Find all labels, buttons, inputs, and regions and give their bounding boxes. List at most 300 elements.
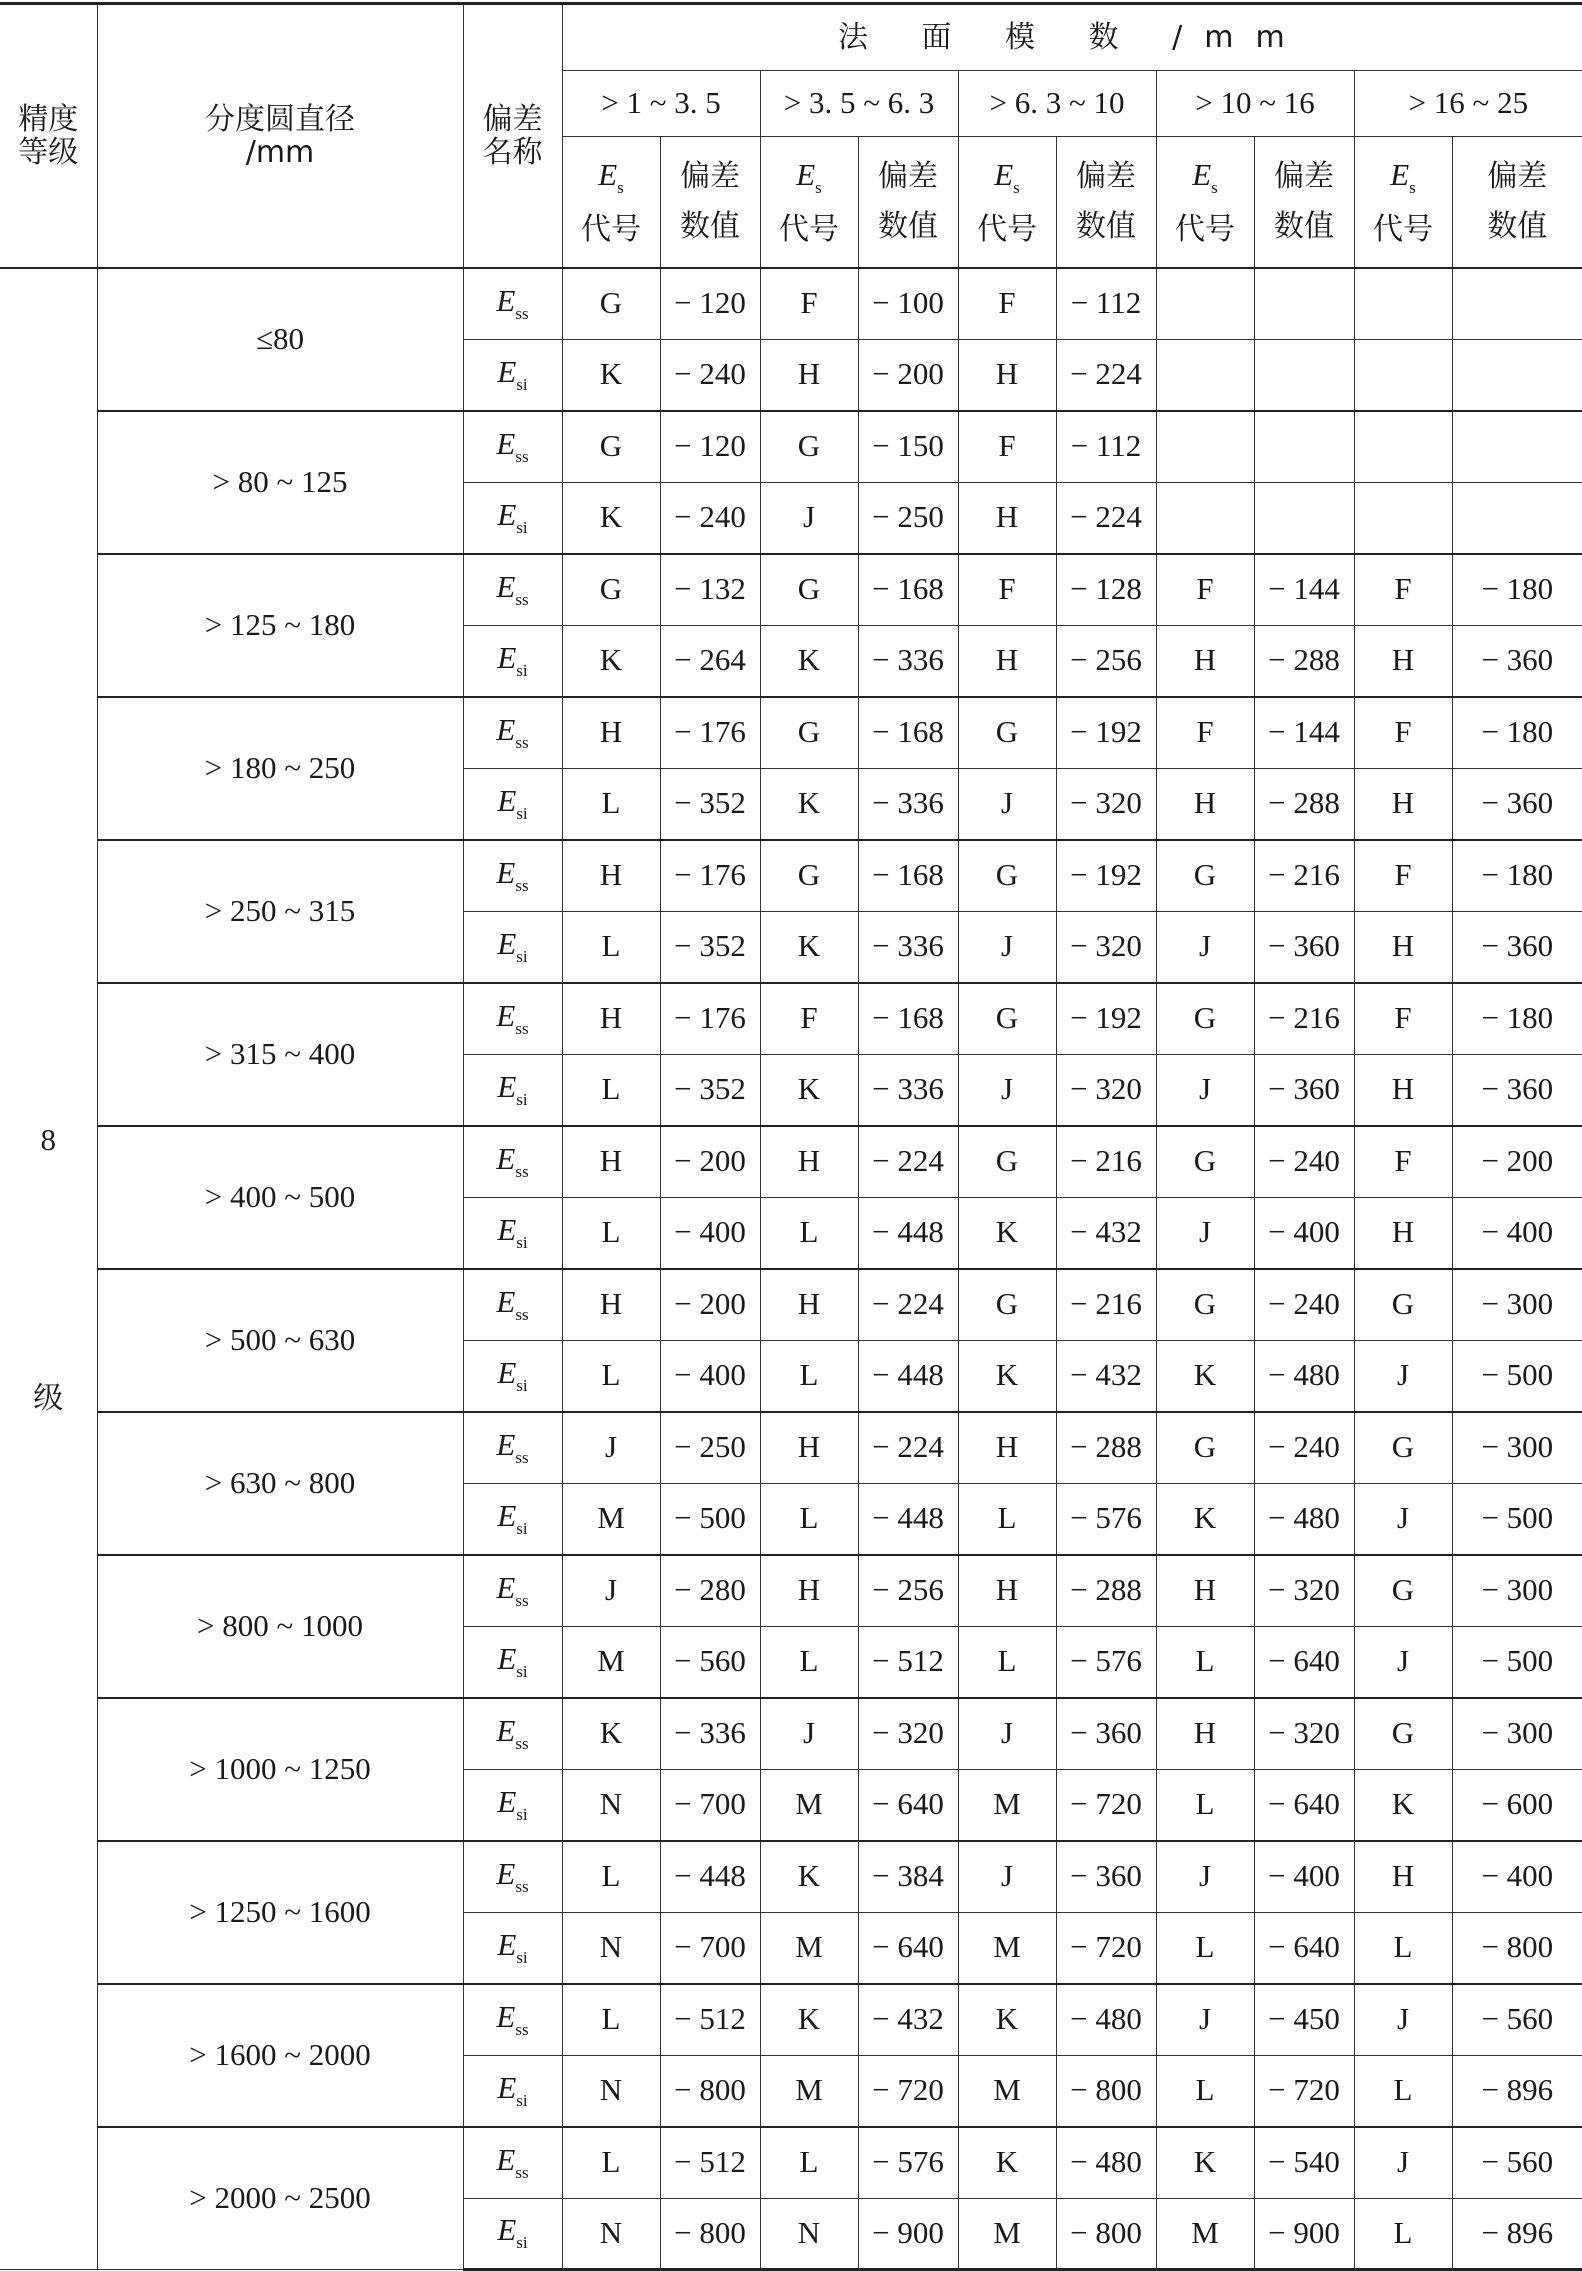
deviation-value: − 360 [1452, 911, 1582, 983]
deviation-value: − 180 [1452, 983, 1582, 1055]
lower-deviation-symbol: $E_{si}$ [463, 911, 562, 983]
deviation-value: − 192 [1056, 983, 1156, 1055]
deviation-code: J [1354, 1483, 1452, 1555]
lower-deviation-symbol: $E_{si}$ [463, 482, 562, 554]
deviation-code: J [958, 1698, 1056, 1770]
lower-deviation-symbol: $E_{si}$ [463, 768, 562, 840]
upper-deviation-symbol: $E_{ss}$ [463, 1412, 562, 1484]
deviation-code: J [760, 1698, 858, 1770]
deviation-value: − 576 [858, 2127, 958, 2199]
deviation-code: L [1156, 1912, 1254, 1984]
deviation-value: − 320 [1254, 1555, 1354, 1627]
deviation-value: − 120 [660, 268, 760, 340]
deviation-code: H [760, 1126, 858, 1198]
module-range-5: > 16 ~ 25 [1354, 71, 1582, 137]
deviation-code: H [1354, 1841, 1452, 1913]
deviation-value: − 128 [1056, 554, 1156, 626]
deviation-code: J [958, 911, 1056, 983]
deviation-code: J [760, 482, 858, 554]
deviation-code: L [958, 1483, 1056, 1555]
diameter-range: > 1600 ~ 2000 [97, 1984, 463, 2127]
deviation-value: − 240 [1254, 1412, 1354, 1484]
deviation-value: − 900 [858, 2198, 958, 2270]
header-code-label-1: $E_s$ 代号 [562, 137, 660, 268]
deviation-value: − 896 [1452, 2055, 1582, 2127]
diameter-range: > 315 ~ 400 [97, 983, 463, 1126]
deviation-code: L [760, 2127, 858, 2199]
upper-deviation-symbol: $E_{ss}$ [463, 1555, 562, 1627]
deviation-code: M [958, 1912, 1056, 1984]
upper-deviation-symbol: $E_{ss}$ [463, 1698, 562, 1770]
module-range-1: > 1 ~ 3. 5 [562, 71, 760, 137]
deviation-value: − 560 [660, 1626, 760, 1698]
deviation-code: G [1156, 1412, 1254, 1484]
deviation-code [1354, 268, 1452, 340]
deviation-code: L [1354, 1912, 1452, 1984]
deviation-value: − 480 [1056, 2127, 1156, 2199]
deviation-value: − 132 [660, 554, 760, 626]
upper-deviation-symbol: $E_{ss}$ [463, 1126, 562, 1198]
deviation-value: − 448 [858, 1197, 958, 1269]
deviation-value: − 224 [858, 1126, 958, 1198]
diameter-range: > 180 ~ 250 [97, 697, 463, 840]
deviation-code: K [958, 1340, 1056, 1412]
deviation-code: H [1354, 1197, 1452, 1269]
deviation-value: − 240 [660, 482, 760, 554]
deviation-value: − 360 [1452, 625, 1582, 697]
deviation-value: − 168 [858, 983, 958, 1055]
deviation-value: − 320 [1056, 768, 1156, 840]
deviation-code: F [958, 411, 1056, 483]
deviation-code [1156, 482, 1254, 554]
lower-deviation-symbol: $E_{si}$ [463, 339, 562, 411]
deviation-value [1452, 482, 1582, 554]
deviation-code: L [1354, 2055, 1452, 2127]
deviation-value: − 600 [1452, 1769, 1582, 1841]
deviation-value: − 576 [1056, 1626, 1156, 1698]
deviation-code: J [958, 1054, 1056, 1126]
deviation-value: − 180 [1452, 697, 1582, 769]
lower-deviation-symbol: $E_{si}$ [463, 1912, 562, 1984]
deviation-code: J [1354, 1340, 1452, 1412]
deviation-value: − 448 [660, 1841, 760, 1913]
deviation-value: − 280 [660, 1555, 760, 1627]
deviation-value: − 352 [660, 1054, 760, 1126]
deviation-code: J [1354, 2127, 1452, 2199]
deviation-code: H [1354, 625, 1452, 697]
deviation-code: G [760, 554, 858, 626]
header-value-label-3: 偏差 数值 [1056, 137, 1156, 268]
deviation-code [1156, 411, 1254, 483]
deviation-code: L [562, 1841, 660, 1913]
deviation-value: − 360 [1056, 1841, 1156, 1913]
deviation-code: K [1156, 1483, 1254, 1555]
header-value-label-5: 偏差 数值 [1452, 137, 1582, 268]
deviation-code: N [562, 1769, 660, 1841]
table-row [0, 1984, 1582, 2056]
deviation-code: J [1156, 1197, 1254, 1269]
deviation-value: − 216 [1056, 1269, 1156, 1341]
deviation-code: G [958, 983, 1056, 1055]
deviation-value: − 224 [1056, 482, 1156, 554]
header-value-label-4: 偏差 数值 [1254, 137, 1354, 268]
table-row [0, 983, 1582, 1055]
grade-number: 8 [40, 1121, 56, 1157]
deviation-value: − 500 [1452, 1483, 1582, 1555]
deviation-value: − 432 [1056, 1340, 1156, 1412]
gear-tolerance-table [0, 2, 1582, 2271]
deviation-value: − 168 [858, 840, 958, 912]
deviation-code: M [958, 2055, 1056, 2127]
deviation-value: − 640 [1254, 1912, 1354, 1984]
deviation-value: − 176 [660, 697, 760, 769]
deviation-code: H [562, 983, 660, 1055]
deviation-code: K [958, 2127, 1056, 2199]
deviation-value: − 540 [1254, 2127, 1354, 2199]
deviation-value: − 480 [1254, 1483, 1354, 1555]
lower-deviation-symbol: $E_{si}$ [463, 1483, 562, 1555]
header-value-label-1: 偏差 数值 [660, 137, 760, 268]
deviation-code: K [958, 1197, 1056, 1269]
diameter-range: > 400 ~ 500 [97, 1126, 463, 1269]
deviation-code [1354, 411, 1452, 483]
deviation-code: H [562, 697, 660, 769]
deviation-value: − 640 [858, 1912, 958, 1984]
upper-deviation-symbol: $E_{ss}$ [463, 2127, 562, 2199]
table-row [0, 840, 1582, 912]
deviation-value: − 560 [1452, 1984, 1582, 2056]
deviation-value: − 512 [660, 2127, 760, 2199]
table-row [0, 411, 1582, 483]
deviation-code: F [760, 983, 858, 1055]
deviation-value: − 216 [1254, 840, 1354, 912]
deviation-value: − 144 [1254, 554, 1354, 626]
module-range-2: > 3. 5 ~ 6. 3 [760, 71, 958, 137]
deviation-code: N [562, 2055, 660, 2127]
deviation-value: − 112 [1056, 411, 1156, 483]
diameter-range: > 1250 ~ 1600 [97, 1841, 463, 1984]
deviation-code: J [1156, 911, 1254, 983]
deviation-value: − 168 [858, 554, 958, 626]
deviation-value [1254, 411, 1354, 483]
diameter-range: > 1000 ~ 1250 [97, 1698, 463, 1841]
deviation-code: K [1354, 1769, 1452, 1841]
table-row [0, 554, 1582, 626]
deviation-code: H [1156, 625, 1254, 697]
deviation-code: L [1156, 1769, 1254, 1841]
deviation-value: − 320 [1056, 911, 1156, 983]
deviation-code: K [760, 768, 858, 840]
deviation-value: − 300 [1452, 1412, 1582, 1484]
deviation-value: − 720 [1254, 2055, 1354, 2127]
lower-deviation-symbol: $E_{si}$ [463, 2055, 562, 2127]
deviation-code: J [562, 1412, 660, 1484]
deviation-code: G [1354, 1412, 1452, 1484]
deviation-value: − 224 [858, 1269, 958, 1341]
deviation-code: L [562, 1054, 660, 1126]
deviation-value: − 700 [660, 1912, 760, 1984]
deviation-code: G [958, 840, 1056, 912]
deviation-code: M [562, 1626, 660, 1698]
deviation-code: K [562, 1698, 660, 1770]
deviation-code: N [562, 2198, 660, 2270]
deviation-value: − 560 [1452, 2127, 1582, 2199]
deviation-value: − 384 [858, 1841, 958, 1913]
deviation-code: L [1156, 2055, 1254, 2127]
upper-deviation-symbol: $E_{ss}$ [463, 983, 562, 1055]
deviation-code: G [760, 697, 858, 769]
deviation-code: F [958, 554, 1056, 626]
deviation-value: − 288 [1254, 625, 1354, 697]
deviation-code: J [1156, 1984, 1254, 2056]
deviation-code: N [562, 1912, 660, 1984]
deviation-code: L [958, 1626, 1056, 1698]
deviation-value: − 896 [1452, 2198, 1582, 2270]
deviation-code: H [760, 1555, 858, 1627]
deviation-code: L [760, 1340, 858, 1412]
diameter-range: > 630 ~ 800 [97, 1412, 463, 1555]
lower-deviation-symbol: $E_{si}$ [463, 1626, 562, 1698]
deviation-value: − 250 [858, 482, 958, 554]
deviation-value [1452, 339, 1582, 411]
header-code-label-5: $E_s$ 代号 [1354, 137, 1452, 268]
deviation-code: H [958, 1555, 1056, 1627]
deviation-code: L [562, 911, 660, 983]
deviation-code: G [760, 411, 858, 483]
lower-deviation-symbol: $E_{si}$ [463, 1054, 562, 1126]
deviation-value: − 200 [660, 1126, 760, 1198]
deviation-code: H [562, 840, 660, 912]
deviation-code: G [1156, 1269, 1254, 1341]
deviation-code: H [760, 1269, 858, 1341]
lower-deviation-symbol: $E_{si}$ [463, 1197, 562, 1269]
lower-deviation-symbol: $E_{si}$ [463, 1769, 562, 1841]
deviation-code: H [958, 625, 1056, 697]
deviation-value: − 264 [660, 625, 760, 697]
upper-deviation-symbol: $E_{ss}$ [463, 1984, 562, 2056]
deviation-code: J [1354, 1626, 1452, 1698]
deviation-value: − 180 [1452, 840, 1582, 912]
header-deviation-name: 偏差 名称 [463, 4, 562, 268]
deviation-code: H [1354, 1054, 1452, 1126]
deviation-code: K [760, 1841, 858, 1913]
deviation-code: G [1354, 1269, 1452, 1341]
deviation-code: K [760, 625, 858, 697]
deviation-value: − 448 [858, 1483, 958, 1555]
deviation-value: − 640 [1254, 1626, 1354, 1698]
deviation-value: − 432 [858, 1984, 958, 2056]
deviation-code [1156, 339, 1254, 411]
diameter-range: > 2000 ~ 2500 [97, 2127, 463, 2270]
grade-cell [0, 268, 97, 2270]
deviation-code: L [562, 1984, 660, 2056]
deviation-value: − 480 [1254, 1340, 1354, 1412]
diameter-range: ≤80 [97, 268, 463, 411]
deviation-value: − 336 [858, 1054, 958, 1126]
table-row [0, 1555, 1582, 1627]
deviation-value: − 112 [1056, 268, 1156, 340]
table-row [0, 1841, 1582, 1913]
deviation-value: − 224 [1056, 339, 1156, 411]
lower-deviation-symbol: $E_{si}$ [463, 625, 562, 697]
deviation-value: − 216 [1254, 983, 1354, 1055]
upper-deviation-symbol: $E_{ss}$ [463, 1841, 562, 1913]
grade-unit: 级 [33, 1380, 64, 1416]
deviation-value: − 120 [660, 411, 760, 483]
deviation-value: − 448 [858, 1340, 958, 1412]
table-row [0, 1126, 1582, 1198]
deviation-code: J [958, 768, 1056, 840]
deviation-code: K [1156, 1340, 1254, 1412]
deviation-value: − 360 [1452, 1054, 1582, 1126]
upper-deviation-symbol: $E_{ss}$ [463, 697, 562, 769]
deviation-value: − 720 [1056, 1912, 1156, 1984]
table-row [0, 697, 1582, 769]
deviation-code: H [1354, 768, 1452, 840]
deviation-code: H [760, 1412, 858, 1484]
deviation-value [1452, 268, 1582, 340]
deviation-value: − 144 [1254, 697, 1354, 769]
deviation-code: F [1354, 983, 1452, 1055]
deviation-value: − 400 [660, 1197, 760, 1269]
deviation-code: F [760, 268, 858, 340]
header-row-module-title [0, 4, 1582, 71]
deviation-code: J [562, 1555, 660, 1627]
deviation-code: G [1354, 1555, 1452, 1627]
deviation-code: L [760, 1483, 858, 1555]
deviation-code: G [1354, 1698, 1452, 1770]
header-value-label-2: 偏差 数值 [858, 137, 958, 268]
deviation-value [1452, 411, 1582, 483]
deviation-value: − 100 [858, 268, 958, 340]
deviation-value: − 288 [1254, 768, 1354, 840]
deviation-code [1354, 339, 1452, 411]
deviation-value: − 216 [1056, 1126, 1156, 1198]
deviation-value: − 192 [1056, 840, 1156, 912]
deviation-value: − 800 [660, 2055, 760, 2127]
deviation-value: − 900 [1254, 2198, 1354, 2270]
deviation-code: L [760, 1197, 858, 1269]
deviation-code: L [562, 1340, 660, 1412]
deviation-code: F [1354, 697, 1452, 769]
deviation-value [1254, 339, 1354, 411]
deviation-value: − 320 [858, 1698, 958, 1770]
deviation-code: F [1354, 840, 1452, 912]
upper-deviation-symbol: $E_{ss}$ [463, 268, 562, 340]
deviation-code: H [760, 339, 858, 411]
deviation-code: K [562, 339, 660, 411]
deviation-value: − 176 [660, 840, 760, 912]
deviation-value: − 300 [1452, 1269, 1582, 1341]
table-row [0, 2127, 1582, 2199]
deviation-code: H [1156, 1698, 1254, 1770]
deviation-value: − 512 [660, 1984, 760, 2056]
deviation-value: − 500 [1452, 1626, 1582, 1698]
deviation-code: H [1156, 768, 1254, 840]
deviation-code: J [958, 1841, 1056, 1913]
deviation-code: N [760, 2198, 858, 2270]
deviation-code: H [958, 339, 1056, 411]
diameter-range: > 500 ~ 630 [97, 1269, 463, 1412]
deviation-value: − 500 [660, 1483, 760, 1555]
table-row [0, 268, 1582, 340]
diameter-range: > 125 ~ 180 [97, 554, 463, 697]
deviation-value: − 192 [1056, 697, 1156, 769]
deviation-code: K [562, 482, 660, 554]
deviation-value: − 640 [1254, 1769, 1354, 1841]
deviation-code: M [958, 2198, 1056, 2270]
deviation-value: − 168 [858, 697, 958, 769]
deviation-code: G [958, 1269, 1056, 1341]
deviation-value: − 256 [1056, 625, 1156, 697]
deviation-code: F [1156, 554, 1254, 626]
deviation-value: − 224 [858, 1412, 958, 1484]
deviation-value: − 352 [660, 911, 760, 983]
deviation-code: L [1156, 1626, 1254, 1698]
deviation-code: L [760, 1626, 858, 1698]
deviation-code: L [562, 2127, 660, 2199]
upper-deviation-symbol: $E_{ss}$ [463, 554, 562, 626]
deviation-code: G [1156, 983, 1254, 1055]
header-diameter: 分度圆直径 /mm [97, 4, 463, 268]
deviation-value: − 360 [1254, 1054, 1354, 1126]
deviation-code: G [562, 554, 660, 626]
header-module-title: 法 面 模 数 /mm [562, 4, 1582, 71]
deviation-value: − 800 [1452, 1912, 1582, 1984]
deviation-value: − 240 [660, 339, 760, 411]
deviation-value: − 336 [858, 911, 958, 983]
deviation-value: − 200 [1452, 1126, 1582, 1198]
deviation-value: − 336 [858, 768, 958, 840]
deviation-value: − 800 [1056, 2055, 1156, 2127]
deviation-code: H [1354, 911, 1452, 983]
table-row [0, 1269, 1582, 1341]
header-code-label-2: $E_s$ 代号 [760, 137, 858, 268]
deviation-code: K [562, 625, 660, 697]
deviation-value: − 450 [1254, 1984, 1354, 2056]
diameter-range: > 800 ~ 1000 [97, 1555, 463, 1698]
deviation-code: K [1156, 2127, 1254, 2199]
deviation-code: G [1156, 840, 1254, 912]
deviation-value: − 150 [858, 411, 958, 483]
table-row [0, 1698, 1582, 1770]
deviation-code: L [1354, 2198, 1452, 2270]
deviation-code: M [1156, 2198, 1254, 2270]
deviation-value: − 512 [858, 1626, 958, 1698]
deviation-code: G [562, 268, 660, 340]
deviation-value: − 800 [660, 2198, 760, 2270]
deviation-value: − 360 [1254, 911, 1354, 983]
deviation-value: − 360 [1452, 768, 1582, 840]
deviation-value: − 720 [858, 2055, 958, 2127]
deviation-code: M [562, 1483, 660, 1555]
deviation-code: H [958, 482, 1056, 554]
deviation-code: G [760, 840, 858, 912]
deviation-value: − 240 [1254, 1126, 1354, 1198]
deviation-value: − 300 [1452, 1698, 1582, 1770]
deviation-code [1354, 482, 1452, 554]
deviation-value: − 336 [660, 1698, 760, 1770]
deviation-code: G [958, 697, 1056, 769]
deviation-code: H [562, 1126, 660, 1198]
deviation-code: L [562, 768, 660, 840]
deviation-value: − 200 [858, 339, 958, 411]
deviation-code: H [1156, 1555, 1254, 1627]
deviation-value: − 432 [1056, 1197, 1156, 1269]
deviation-value: − 576 [1056, 1483, 1156, 1555]
deviation-code: F [1156, 697, 1254, 769]
deviation-value: − 320 [1254, 1698, 1354, 1770]
